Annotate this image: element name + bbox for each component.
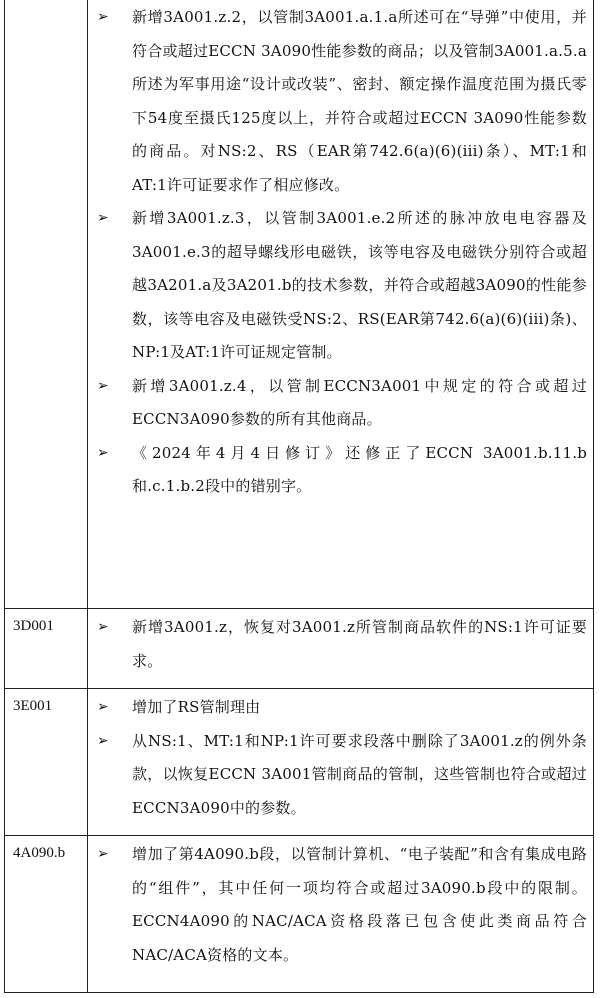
item-text: 新增3A001.z.2，以管制3A001.a.1.a所述可在“导弹”中使用，并符合或超过ECCN 3A090性能参数的商品；以及管制3A001.a.5.a所述为军事用途“设计或改装”、密封、额定操作温度范围为摄氏零下54度至摄氏125度以上，并符合或超过ECCN 3A090性能参数的商品。对NS:2、RS（EAR第742.6(a)(6)(iii)条）、MT:1和AT:1许可证要求作了相应修改。 — [132, 8, 587, 194]
eccn-code-cell: 3D001 — [5, 609, 88, 689]
list-item — [94, 691, 587, 725]
description-cell — [88, 689, 594, 836]
table-row — [5, 689, 594, 836]
description-cell — [88, 836, 594, 993]
description-cell — [88, 0, 594, 609]
bullet-arrow-icon: ➢ — [97, 732, 109, 749]
list-item — [94, 1, 587, 202]
bullet-arrow-icon: ➢ — [97, 377, 109, 394]
bullet-arrow-icon: ➢ — [97, 846, 109, 862]
list-item — [94, 611, 587, 678]
description-cell — [88, 609, 594, 689]
revision-table — [4, 0, 594, 993]
item-text: 新增3A001.z.3，以管制3A001.e.2所述的脉冲放电电容器及3A001.e.3的超导螺线形电磁铁，该等电容及电磁铁分别符合或超越3A201.a及3A201.b的技术参数，并符合或超越3A090的性能参数，该等电容及电磁铁受NS:2、RS(EAR第742.6(a)(6)(iii)条)、NP:1及AT:1许可证规定管制。 — [132, 209, 587, 361]
item-text: 《2024年4月4日修订》还修正了ECCN 3A001.b.11.b和.c.1.b.2段中的错别字。 — [132, 443, 587, 495]
item-text: 新增3A001.z.4，以管制ECCN3A001中规定的符合或超过ECCN3A090参数的所有其他商品。 — [132, 376, 587, 428]
table-row — [5, 0, 594, 609]
list-item — [94, 437, 587, 504]
eccn-code-cell — [5, 0, 88, 609]
eccn-code-cell: 3E001 — [5, 689, 88, 836]
item-text: 增加了第4A090.b段，以管制计算机、“电子装配”和含有集成电路的“组件”，其中任何一项均符合或超过3A090.b段中的限制。ECCN4A090的NAC/ACA资格段落已包含使此类商品符合NAC/ACA资格的文本。 — [132, 845, 587, 964]
bullet-arrow-icon: ➢ — [97, 210, 109, 226]
item-text: 从NS:1、MT:1和NP:1许可要求段落中删除了3A001.z的例外条款，以恢复ECCN 3A001管制商品的管制，这些管制也符合或超过ECCN3A090中的参数。 — [132, 731, 587, 817]
bullet-arrow-icon: ➢ — [97, 9, 109, 25]
list-item — [94, 838, 587, 972]
item-text: 增加了RS管制理由 — [132, 698, 261, 716]
item-text: 新增3A001.z，恢复对3A001.z所管制商品软件的NS:1许可证要求。 — [132, 618, 587, 670]
bullet-arrow-icon: ➢ — [97, 619, 109, 635]
list-item — [94, 202, 587, 370]
table-row — [5, 836, 594, 993]
table-row — [5, 609, 594, 689]
list-item — [94, 725, 587, 826]
bullet-arrow-icon: ➢ — [97, 444, 109, 461]
bullet-arrow-icon: ➢ — [97, 699, 109, 715]
eccn-code-cell: 4A090.b — [5, 836, 88, 993]
list-item — [94, 370, 587, 437]
